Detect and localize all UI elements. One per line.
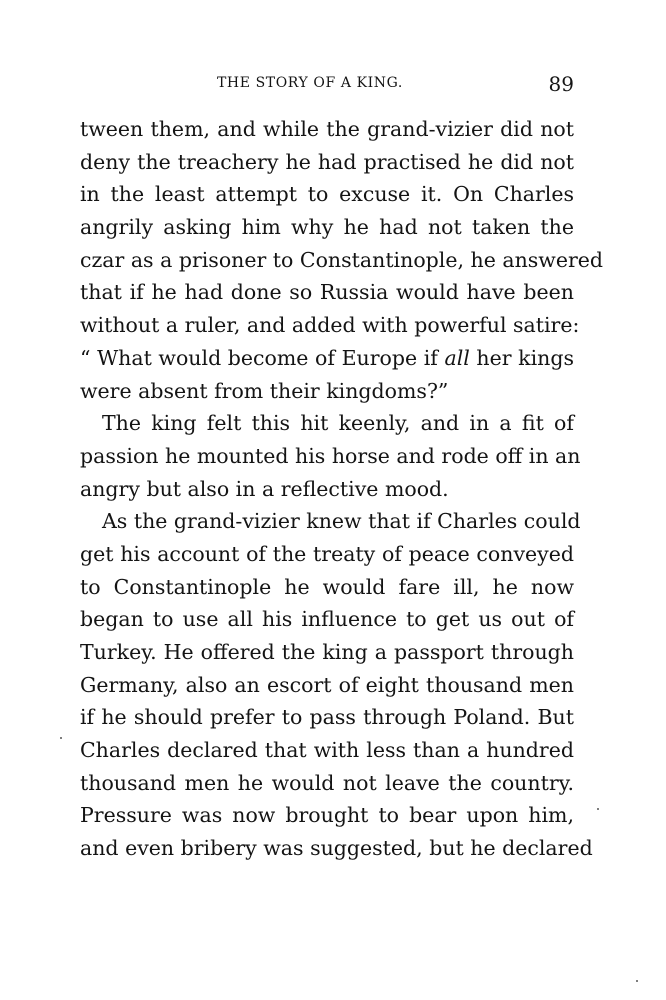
text-line: tween them, and while the grand-vizier did not bbox=[80, 117, 574, 141]
text-line: get his account of the treaty of peace conveyed bbox=[80, 541, 574, 566]
text-line: without a ruler, and added with powerful satire: bbox=[80, 313, 580, 338]
text-line: Turkey. He offered the king a passport through bbox=[80, 640, 574, 664]
paragraph-first-line: The king felt this hit keenly, and in a fit of bbox=[102, 411, 574, 436]
text-segment: “ What would become of Europe if bbox=[80, 345, 445, 370]
text-line: to Constantinople he would fare ill, he now bbox=[80, 574, 574, 599]
text-line: if he should prefer to pass through Poland. But bbox=[80, 705, 574, 730]
text-line-with-emphasis bbox=[80, 342, 574, 375]
page-number: 89 bbox=[548, 72, 574, 96]
text-line: and even bribery was suggested, but he declared bbox=[80, 836, 593, 861]
text-line: Pressure was now brought to bear upon him, bbox=[80, 803, 574, 828]
running-title: THE STORY OF A KING. bbox=[216, 75, 403, 91]
text-line: began to use all his influence to get us out of bbox=[80, 607, 574, 632]
text-segment: her kings bbox=[469, 345, 574, 370]
text-line: czar as a prisoner to Constantinople, he answered bbox=[80, 247, 604, 272]
text-line: were absent from their kingdoms?” bbox=[80, 378, 449, 403]
text-line: thousand men he would not leave the country. bbox=[80, 770, 574, 795]
text-line: Germany, also an escort of eight thousand men bbox=[80, 672, 574, 697]
text-line: deny the treachery he had practised he did not bbox=[80, 149, 574, 174]
text-line: angry but also in a reflective mood. bbox=[80, 476, 449, 501]
text-line: that if he had done so Russia would have been bbox=[80, 280, 574, 305]
paragraph-first-line: As the grand-vizier knew that if Charles could bbox=[102, 509, 581, 534]
emphasized-word: all bbox=[444, 345, 470, 370]
text-line: passion he mounted his horse and rode off in an bbox=[80, 443, 581, 468]
body-text bbox=[80, 113, 604, 865]
running-head bbox=[80, 72, 574, 96]
text-line: in the least attempt to excuse it. On Charles bbox=[80, 182, 574, 207]
print-speck bbox=[636, 980, 638, 982]
print-speck bbox=[597, 808, 599, 810]
print-speck bbox=[60, 737, 62, 739]
text-line: Charles declared that with less than a hundred bbox=[80, 738, 574, 763]
text-line: angrily asking him why he had not taken the bbox=[80, 215, 574, 240]
